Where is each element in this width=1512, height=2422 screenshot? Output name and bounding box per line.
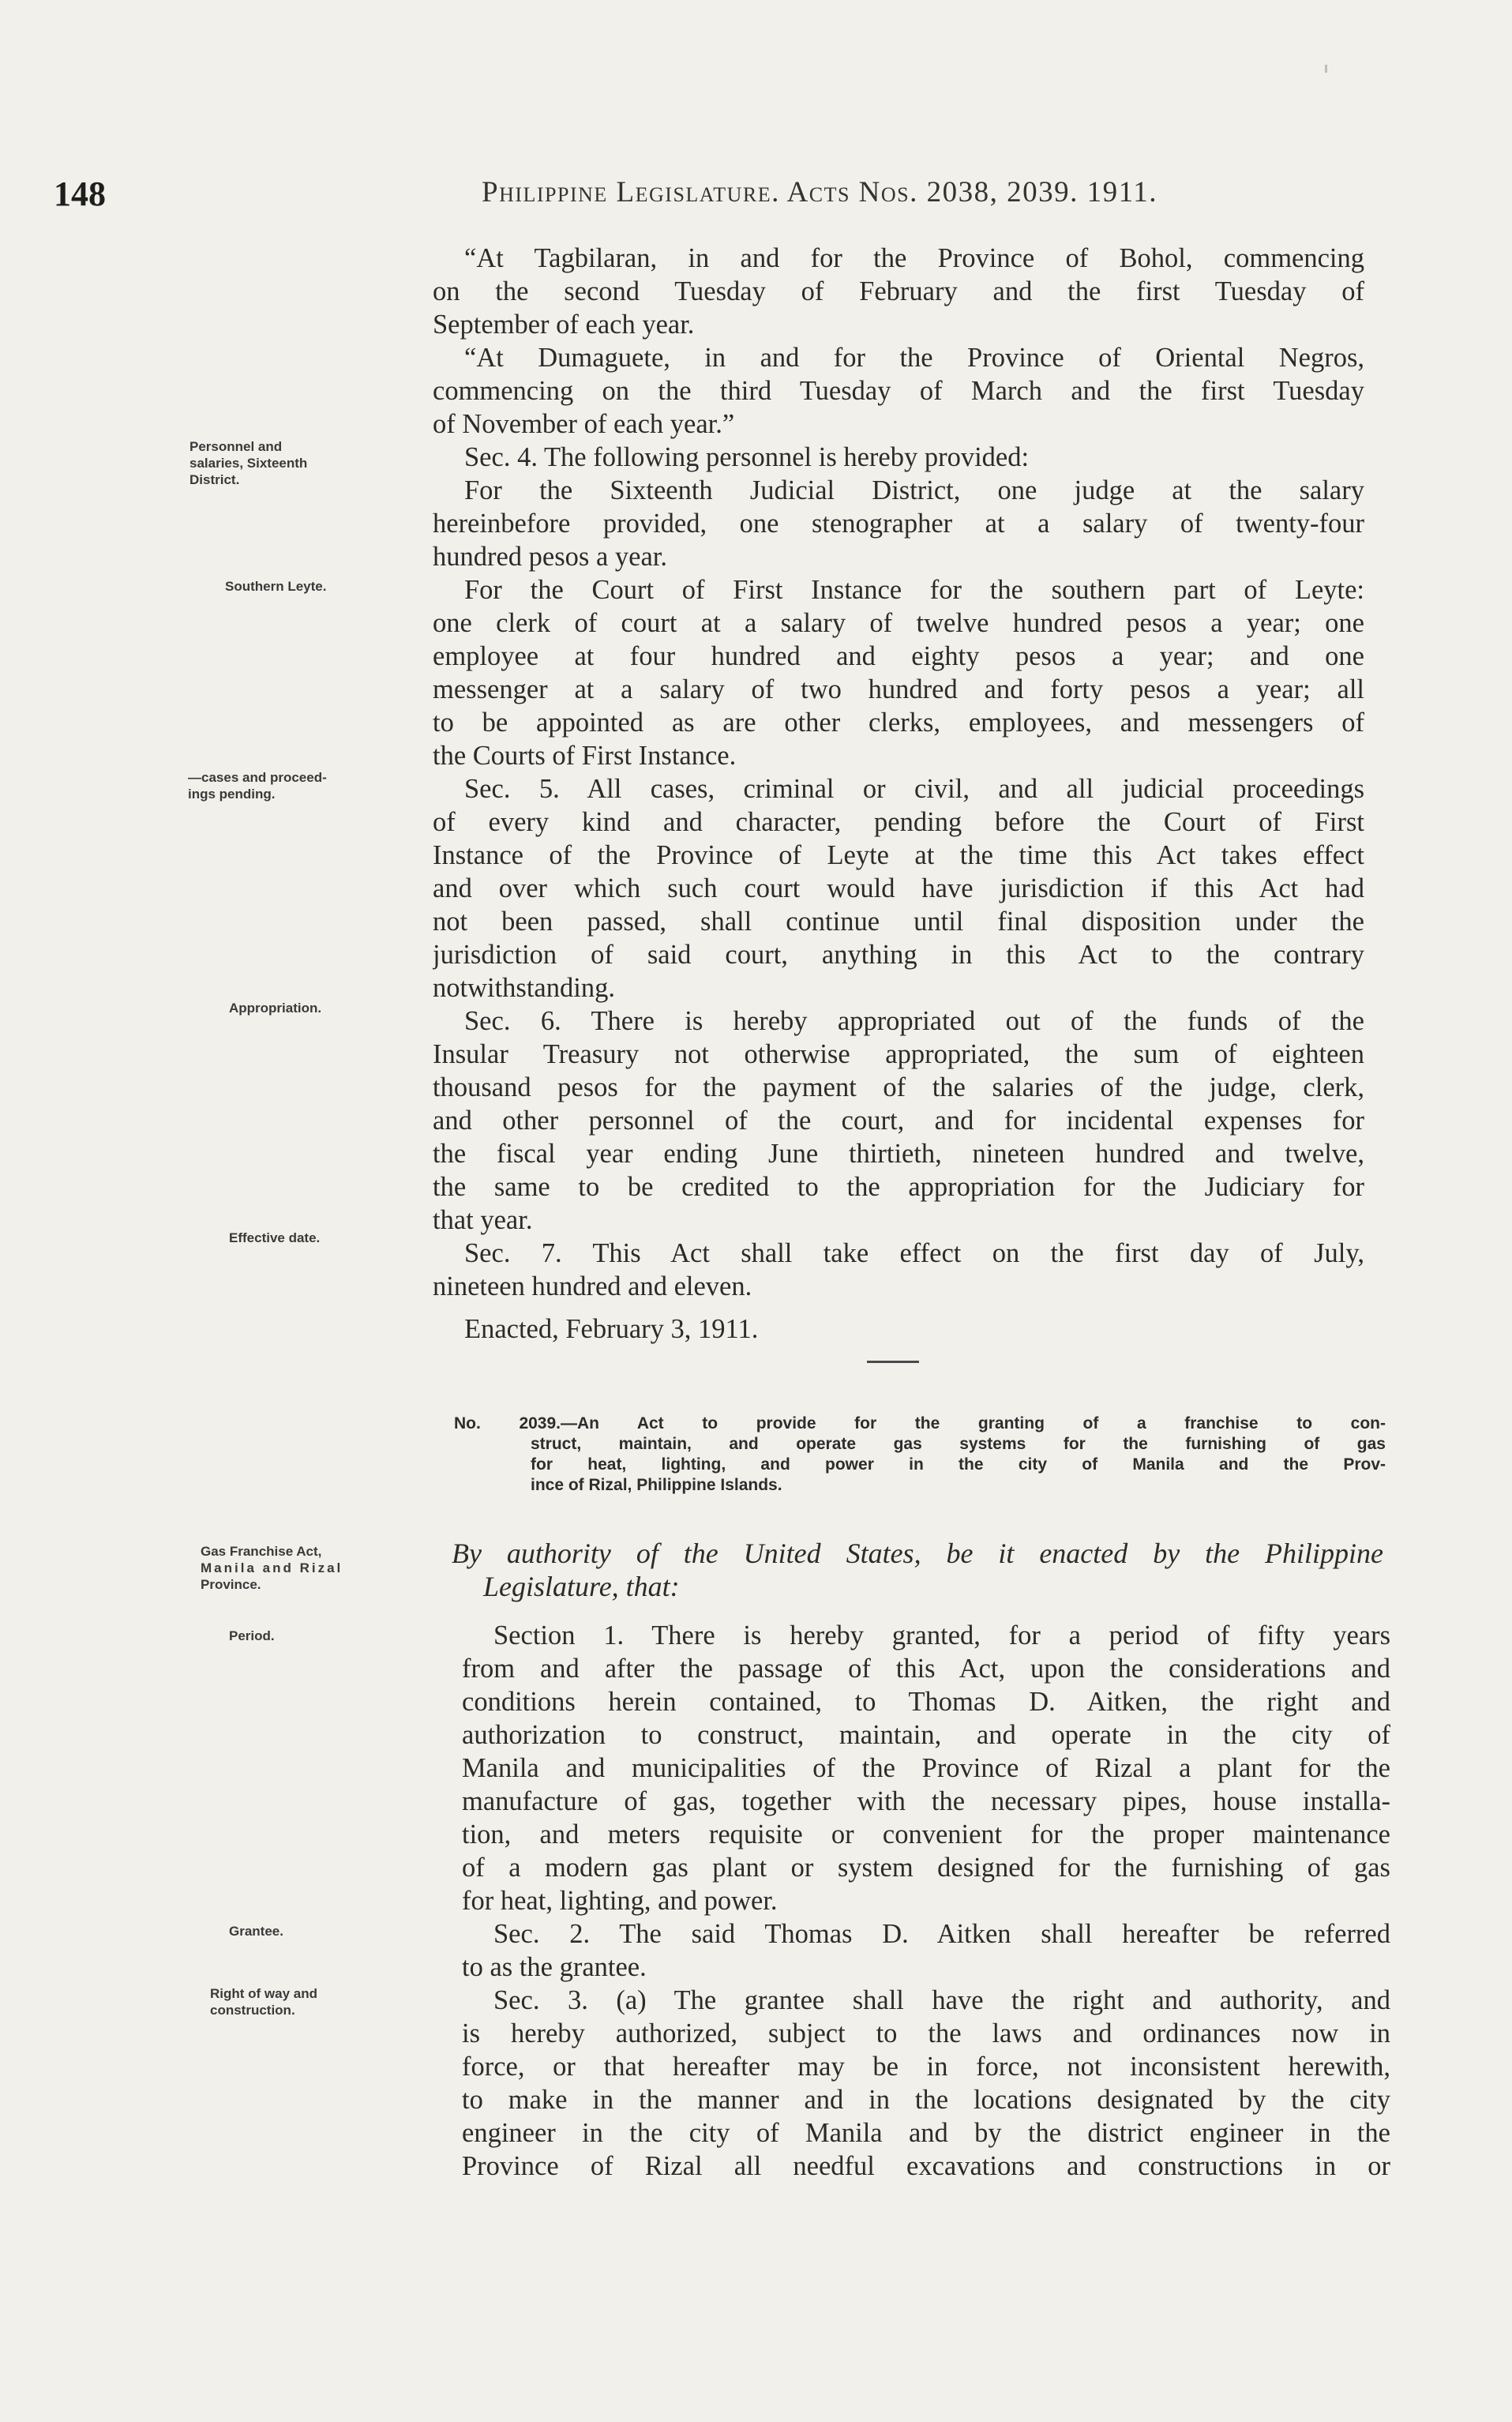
text-line: thousand pesos for the payment of the salaries of the judge, clerk, (433, 1072, 1364, 1102)
text-line: one clerk of court at a salary of twelve hundred pesos a year; one (433, 608, 1364, 638)
margin-note-line: Province. (201, 1577, 261, 1592)
enacting-clause (452, 1537, 1383, 1603)
text-line: Section 1. There is hereby granted, for a period of fifty years (493, 1620, 1390, 1650)
act-2039-text (462, 1619, 1390, 2183)
text-line: hereinbefore provided, one stenographer at a salary of twenty-four (433, 509, 1364, 539)
text-line: and over which such court would have jurisdiction if this Act had (433, 873, 1364, 903)
text-line: commencing on the third Tuesday of March and the first Tuesday (433, 376, 1364, 406)
margin-note-line: construction. (210, 2003, 295, 2018)
margin-note-line: Grantee. (229, 1924, 283, 1939)
text-line: Province of Rizal all needful excavations and constructions in or (462, 2151, 1390, 2181)
margin-note-line: ings pending. (188, 787, 276, 802)
headline-line: for heat, lighting, and power in the city of Manila and the Prov- (531, 1455, 1386, 1474)
margin-note-line: Gas Franchise Act, (201, 1544, 322, 1559)
text-line: of every kind and character, pending before the Court of First (433, 807, 1364, 837)
text-line: For the Sixteenth Judicial District, one judge at the salary (464, 475, 1364, 505)
text-line: authorization to construct, maintain, and operate in the city of (462, 1720, 1390, 1750)
text-line: the same to be credited to the appropriation for the Judiciary for (433, 1172, 1364, 1202)
margin-note-line: Southern Leyte. (225, 579, 327, 594)
text-line: messenger at a salary of two hundred and forty pesos a year; all (433, 674, 1364, 704)
text-line: Sec. 2. The said Thomas D. Aitken shall hereafter be referred (493, 1919, 1390, 1949)
margin-note-line: Effective date. (229, 1230, 321, 1245)
margin-note-effective-date (229, 1230, 320, 1246)
text-line: employee at four hundred and eighty pesos a year; and one (433, 641, 1364, 671)
text-line: tion, and meters requisite or convenient for the proper maintenance (462, 1819, 1390, 1849)
text-line: hundred pesos a year. (433, 542, 667, 572)
text-line: force, or that hereafter may be in force, not inconsistent herewith, (462, 2052, 1390, 2082)
text-line: September of each year. (433, 310, 695, 340)
text-line: For the Court of First Instance for the southern part of Leyte: (464, 575, 1364, 605)
section-divider (867, 1361, 919, 1363)
text-line: “At Tagbilaran, in and for the Province of Bohol, commencing (464, 243, 1364, 273)
act-2039-headline (454, 1414, 1386, 1496)
margin-note-line: Manila and Rizal (201, 1560, 343, 1575)
headline-line: struct, maintain, and operate gas systems for the furnishing of gas (531, 1435, 1386, 1453)
text-line: that year. (433, 1205, 533, 1235)
text-line: the Courts of First Instance. (433, 741, 737, 771)
text-line: Sec. 5. All cases, criminal or civil, and all judicial proceedings (464, 774, 1364, 804)
margin-note-line: Personnel and (189, 439, 283, 454)
text-line: conditions herein contained, to Thomas D. Aitken, the right and (462, 1687, 1390, 1717)
running-head: Philippine Legislature. Acts Nos. 2038, 2039. 1911. (482, 176, 1158, 208)
text-line: for heat, lighting, and power. (462, 1886, 778, 1916)
text-line: Manila and municipalities of the Province of Rizal a plant for the (462, 1753, 1390, 1783)
text-line: of November of each year.” (433, 409, 735, 439)
margin-note-gas-franchise (201, 1543, 343, 1593)
act-2038-text (433, 242, 1364, 1346)
margin-note-period (229, 1628, 275, 1644)
headline-line: ince of Rizal, Philippine Islands. (531, 1476, 782, 1494)
text-line: and other personnel of the court, and for incidental expenses for (433, 1106, 1364, 1136)
text-line: nineteen hundred and eleven. (433, 1271, 752, 1301)
text-line: Sec. 3. (a) The grantee shall have the right and authority, and (493, 1985, 1390, 2015)
margin-note-line: Right of way and (210, 1986, 317, 2001)
text-line: jurisdiction of said court, anything in this Act to the contrary (433, 940, 1364, 970)
text-line: on the second Tuesday of February and the first Tuesday of (433, 276, 1364, 306)
text-line: manufacture of gas, together with the necessary pipes, house installa- (462, 1786, 1390, 1816)
text-line: to make in the manner and in the locations designated by the city (462, 2085, 1390, 2115)
margin-note-line: Appropriation. (229, 1001, 322, 1016)
margin-note-right-of-way (210, 1985, 317, 2018)
margin-note-line: District. (189, 472, 240, 487)
text-line: the fiscal year ending June thirtieth, nineteen hundred and twelve, (433, 1139, 1364, 1169)
section-heading-line: Sec. 4. The following personnel is hereby provided: (464, 442, 1030, 472)
margin-note-cases-pending (188, 769, 327, 802)
text-line: Instance of the Province of Leyte at the time this Act takes effect (433, 840, 1364, 870)
page-number: 148 (54, 175, 106, 213)
scan-speck (1325, 65, 1327, 73)
margin-note-southern-leyte (225, 578, 326, 595)
margin-note-line: salaries, Sixteenth (189, 456, 308, 471)
text-line: “At Dumaguete, in and for the Province of Oriental Negros, (464, 343, 1364, 373)
text-line: to as the grantee. (462, 1952, 647, 1982)
margin-note-line: —cases and proceed- (188, 770, 327, 785)
text-line: from and after the passage of this Act, upon the considerations and (462, 1654, 1390, 1684)
text-line: engineer in the city of Manila and by the district engineer in the (462, 2118, 1390, 2148)
margin-note-personnel (189, 438, 307, 488)
text-line: notwithstanding. (433, 973, 615, 1003)
text-line: of a modern gas plant or system designed for the furnishing of gas (462, 1853, 1390, 1883)
headline-line: No. 2039.—An Act to provide for the granting of a franchise to con- (454, 1414, 1386, 1433)
margin-note-grantee (229, 1923, 283, 1939)
text-line: Sec. 6. There is hereby appropriated out of the funds of the (464, 1006, 1364, 1036)
text-line: Sec. 7. This Act shall take effect on the first day of July, (464, 1238, 1364, 1268)
text-line: Insular Treasury not otherwise appropriated, the sum of eighteen (433, 1039, 1364, 1069)
text-line: not been passed, shall continue until final disposition under the (433, 907, 1364, 937)
text-line: to be appointed as are other clerks, employees, and messengers of (433, 708, 1364, 738)
text-line: By authority of the United States, be it enacted by the Philippine (452, 1538, 1383, 1569)
text-line: is hereby authorized, subject to the laws and ordinances now in (462, 2018, 1390, 2048)
enacted-date: Enacted, February 3, 1911. (464, 1314, 759, 1344)
margin-note-appropriation (229, 1000, 321, 1016)
margin-note-line: Period. (229, 1628, 275, 1643)
text-line: Legislature, that: (483, 1571, 680, 1602)
